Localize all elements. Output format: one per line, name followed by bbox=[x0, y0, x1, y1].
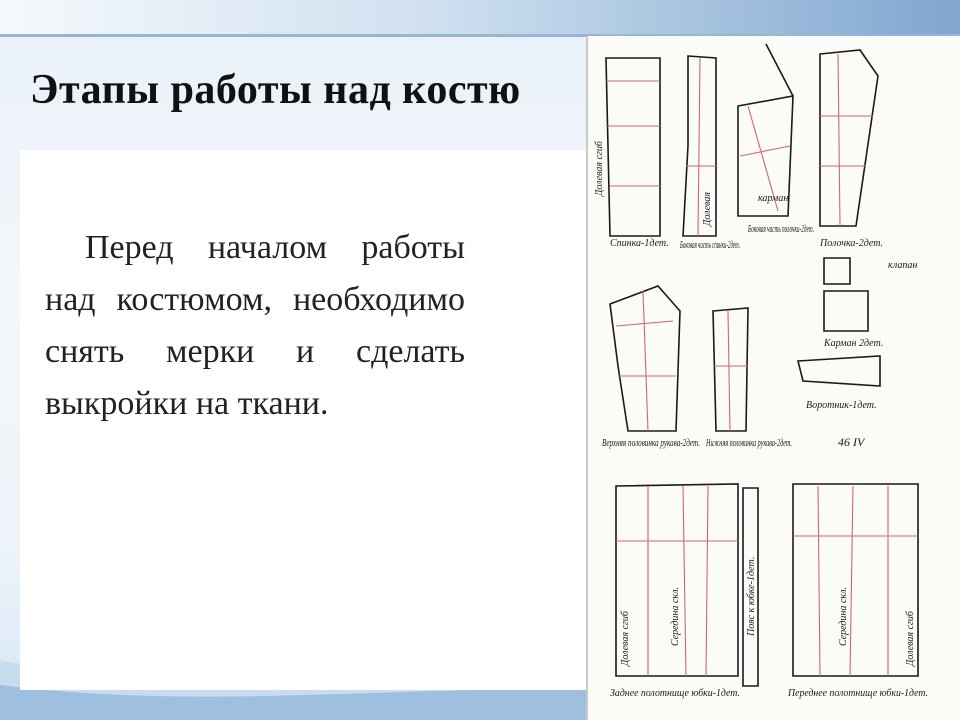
front-piece-label: Полочка-2дет. bbox=[820, 238, 884, 249]
slide-title: Этапы работы над костю bbox=[30, 67, 521, 113]
front-side-piece-label: Боковая часть полочки-2дет. bbox=[747, 224, 814, 235]
front-piece-outline bbox=[820, 50, 878, 226]
pocket-mark-label: карман bbox=[758, 193, 789, 204]
pocket-outline bbox=[824, 291, 868, 331]
collar-piece-label: Воротник-1дет. bbox=[806, 400, 877, 411]
middle-seam-label-front: Середина скл. bbox=[838, 586, 849, 646]
fold-label-back-skirt: Долевая сгиб bbox=[620, 611, 631, 666]
middle-seam-label-back: Середина скл. bbox=[670, 586, 681, 646]
flap-label: клапан bbox=[888, 260, 918, 271]
pattern-drawing bbox=[588, 36, 960, 720]
back-skirt-label: Заднее полотнище юбки-1дет. bbox=[610, 688, 740, 699]
back-skirt-outline bbox=[616, 484, 738, 676]
back-side-piece-label: Боковая часть спинки-2дет. bbox=[679, 240, 740, 251]
back-piece-label: Спинка-1дет. bbox=[610, 238, 669, 249]
lengthwise-label: Долевая bbox=[702, 191, 713, 226]
lower-sleeve-outline bbox=[713, 308, 748, 431]
waistband-label: Пояс к юбке-1дет. bbox=[746, 556, 757, 636]
flap-outline bbox=[824, 258, 850, 284]
front-skirt-label: Переднее полотнище юбки-1дет. bbox=[787, 688, 928, 699]
fold-label-front-skirt: Долевая сгиб bbox=[905, 611, 916, 666]
upper-sleeve-label: Верхняя половинка рукава-2дет. bbox=[602, 438, 700, 449]
front-skirt-outline bbox=[793, 484, 918, 676]
sheet-number: 46 IV bbox=[838, 435, 865, 449]
body-paragraph: Перед началом работы над костюмом, необходимо снять мерки и сделать выкройки на ткани. bbox=[45, 229, 465, 422]
fold-label-back: Долевая сгиб bbox=[594, 141, 605, 196]
back-piece-outline bbox=[606, 58, 660, 236]
lower-sleeve-label: Нижняя половинка рукава-2дет. bbox=[705, 438, 792, 449]
collar-outline bbox=[798, 356, 880, 386]
pocket-piece-label: Карман 2дет. bbox=[824, 338, 884, 349]
top-decor-band bbox=[0, 0, 960, 34]
sewing-pattern-image bbox=[586, 36, 960, 720]
